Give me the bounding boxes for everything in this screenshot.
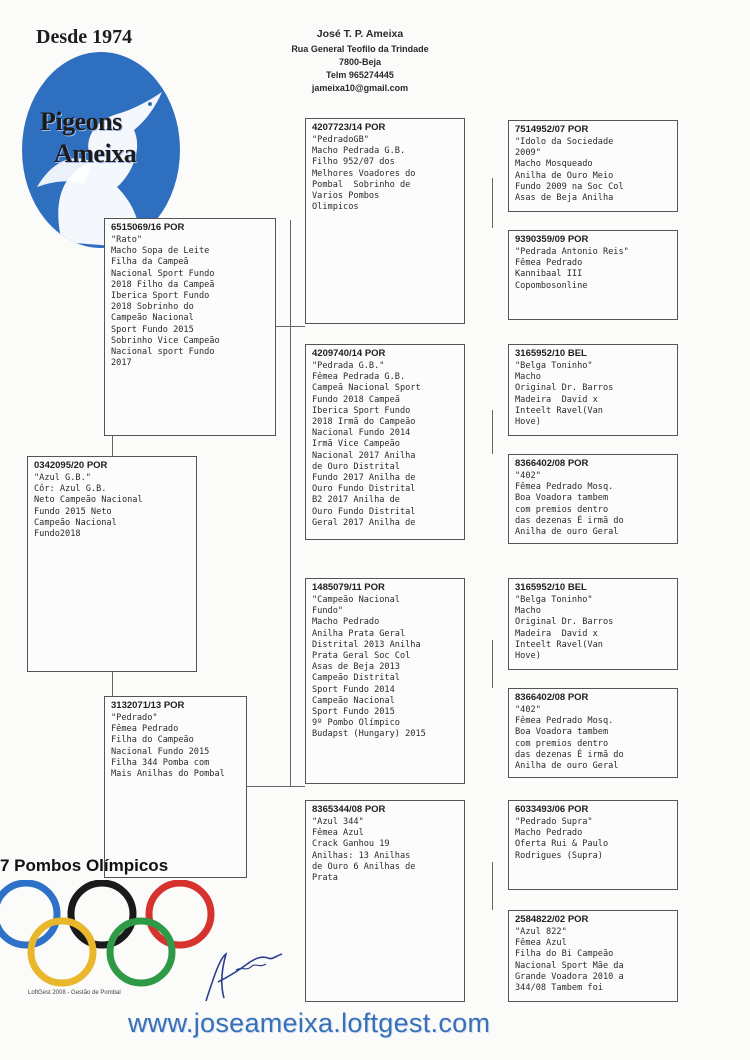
connector [492, 862, 493, 910]
bird-name: "Azul G.B." [34, 473, 91, 483]
connector [492, 178, 493, 228]
connector [112, 672, 113, 696]
ring-number: 8365344/08 POR [312, 804, 386, 815]
olympic-ring-blue [0, 883, 57, 945]
bird-name: "Pedrada G.B." [312, 361, 385, 371]
bird-name: "402" [515, 705, 541, 715]
connector [275, 326, 305, 327]
pedigree-ss-dam[interactable] [508, 230, 678, 320]
pedigree-sd-sire[interactable] [508, 344, 678, 436]
bird-name: "Pedrado Supra" [515, 817, 593, 827]
pedigree-dam[interactable] [104, 696, 247, 878]
bird-description: Macho Original Dr. Barros Madeira David x Inteelt Ravel(Van Hove) [515, 372, 614, 428]
bird-name: "Azul 344" [312, 817, 364, 827]
olympic-ring-green [110, 921, 172, 983]
ring-number: 2584822/02 POR [515, 914, 589, 925]
bird-name: "Belga Toninho" [515, 361, 593, 371]
loftgest-credit: LoftGest 2008 - Gestão de Pombal [28, 990, 121, 996]
ring-number: 7514952/07 POR [515, 124, 589, 135]
bird-description: Fêmea Pedrado Mosq. Boa Voadora tambem com premios dentro das dezenas É irmã do Anilha de ouro Geral [515, 716, 624, 772]
owner-phone: Telm 965274445 [326, 70, 394, 80]
bird-description: Côr: Azul G.B. Neto Campeão Nacional Fundo 2015 Neto Campeão Nacional Fundo2018 [34, 484, 143, 540]
connector [112, 436, 113, 456]
connector [246, 786, 305, 787]
ring-number: 4209740/14 POR [312, 348, 386, 359]
bird-description: Fêmea Pedrado Kannibaal III Copombosonline [515, 258, 588, 291]
pedigree-ds-sire[interactable] [508, 578, 678, 670]
bird-description: Fêmea Pedrada G.B. Campeã Nacional Sport Fundo 2018 Campeã Iberica Sport Fundo 2018 Irmã do Campeão Nacional Fundo 2014 Irmã Vice Campeão Nacional 2017 Anilha de Ouro Distrital Fundo 2017 Anilha de Ouro Fundo Distrital B2 2017 Anilha de Ouro Fundo Distrital Geral 2017 Anilha de [312, 372, 421, 528]
bird-description: Fêmea Azul Filha do Bi Campeão Nacional Sport Mãe da Grande Voadora 2010 a 344/08 Tambem foi [515, 938, 624, 994]
ring-number: 0342095/20 POR [34, 460, 108, 471]
olympic-ring-yellow [31, 921, 93, 983]
ring-number: 8366402/08 POR [515, 692, 589, 703]
pedigree-ds-dam[interactable] [508, 688, 678, 778]
pedigree-subject[interactable] [27, 456, 197, 672]
bird-name: "PedradoGB" [312, 135, 369, 145]
owner-header [250, 28, 470, 95]
bird-description: Macho Sopa de Leite Filha da Campeã Nacional Sport Fundo 2018 Filho da Campeã Iberica Sport Fundo 2018 Sobrinho do Campeão Nacional Sport Fundo 2015 Sobrinho Vice Campeão Nacional sport Fundo 2017 [111, 246, 220, 369]
pedigree-dam-dam[interactable] [305, 800, 465, 1002]
ring-number: 4207723/14 POR [312, 122, 386, 133]
pedigree-dd-dam[interactable] [508, 910, 678, 1002]
pedigree-sire[interactable] [104, 218, 276, 436]
bird-description: Macho Pedrada G.B. Filho 952/07 dos Melhores Voadores do Pombal Sobrinho de Varios Pombos Olimpicos [312, 146, 416, 213]
pedigree-sd-dam[interactable] [508, 454, 678, 544]
bird-name: "Rato" [111, 235, 143, 245]
pedigree-dam-sire[interactable] [305, 578, 465, 784]
ring-number: 9390359/09 POR [515, 234, 589, 245]
signature-icon [196, 946, 286, 1006]
ring-number: 6033493/06 POR [515, 804, 589, 815]
connector [492, 410, 493, 454]
connector [290, 220, 291, 786]
logo-line1: Pigeons [40, 107, 122, 136]
owner-name: José T. P. Ameixa [316, 28, 404, 40]
bird-name: "Idolo da Sociedade 2009" [515, 137, 614, 159]
bird-description: Fêmea Pedrado Mosq. Boa Voadora tambem com premios dentro das dezenas É irmã do Anilha de ouro Geral [515, 482, 624, 538]
bird-name: "Campeão Nacional Fundo" [312, 595, 400, 617]
bird-name: "Azul 822" [515, 927, 567, 937]
ring-number: 3165952/10 BEL [515, 582, 587, 593]
bird-name: "Pedrado" [111, 713, 158, 723]
pedigree-sire-sire[interactable] [305, 118, 465, 324]
website-url[interactable]: www.joseameixa.loftgest.com [128, 1008, 491, 1038]
pedigree-sire-dam[interactable] [305, 344, 465, 540]
owner-email: jameixa10@gmail.com [311, 83, 409, 93]
since-year: Desde 1974 [36, 26, 133, 48]
olympic-ring-black [71, 883, 133, 945]
bird-description: Fêmea Pedrado Filha do Campeão Nacional Fundo 2015 Filha 344 Pomba com Mais Anilhas do Pombal [111, 724, 225, 780]
owner-postal: 7800-Beja [338, 57, 382, 67]
bird-name: "Pedrada Antonio Reis" [515, 247, 629, 257]
owner-address: Rua General Teofilo da Trindade [291, 44, 429, 54]
olympics-title: 7 Pombos Olímpicos [0, 856, 169, 875]
ring-number: 1485079/11 POR [312, 582, 385, 593]
ring-number: 3132071/13 POR [111, 700, 185, 711]
bird-name: "Belga Toninho" [515, 595, 593, 605]
bird-description: Macho Pedrado Anilha Prata Geral Distrital 2013 Anilha Prata Geral Soc Col Asas de Beja 2013 Campeão Distrital Sport Fundo 2014 Campeão Nacional Sport Fundo 2015 9º Pombo Olímpico Budapst (Hungary) 2015 [312, 617, 426, 740]
ring-number: 8366402/08 POR [515, 458, 589, 469]
bird-description: Macho Mosqueado Anilha de Ouro Meio Fundo 2009 na Soc Col Asas de Beja Anilha [515, 159, 624, 204]
logo-brand [40, 106, 136, 170]
connector [492, 640, 493, 688]
bird-name: "402" [515, 471, 541, 481]
pedigree-dd-sire[interactable] [508, 800, 678, 890]
ring-number: 6515069/16 POR [111, 222, 185, 233]
bird-description: Macho Original Dr. Barros Madeira David x Inteelt Ravel(Van Hove) [515, 606, 614, 662]
bird-description: Fêmea Azul Crack Ganhou 19 Anilhas: 13 Anilhas de Ouro 6 Anilhas de Prata [312, 828, 416, 884]
ring-number: 3165952/10 BEL [515, 348, 587, 359]
pedigree-ss-sire[interactable] [508, 120, 678, 212]
logo-line2: Ameixa [54, 139, 137, 168]
olympic-ring-red [149, 883, 211, 945]
bird-description: Macho Pedrado Oferta Rui & Paulo Rodrigues (Supra) [515, 828, 609, 861]
